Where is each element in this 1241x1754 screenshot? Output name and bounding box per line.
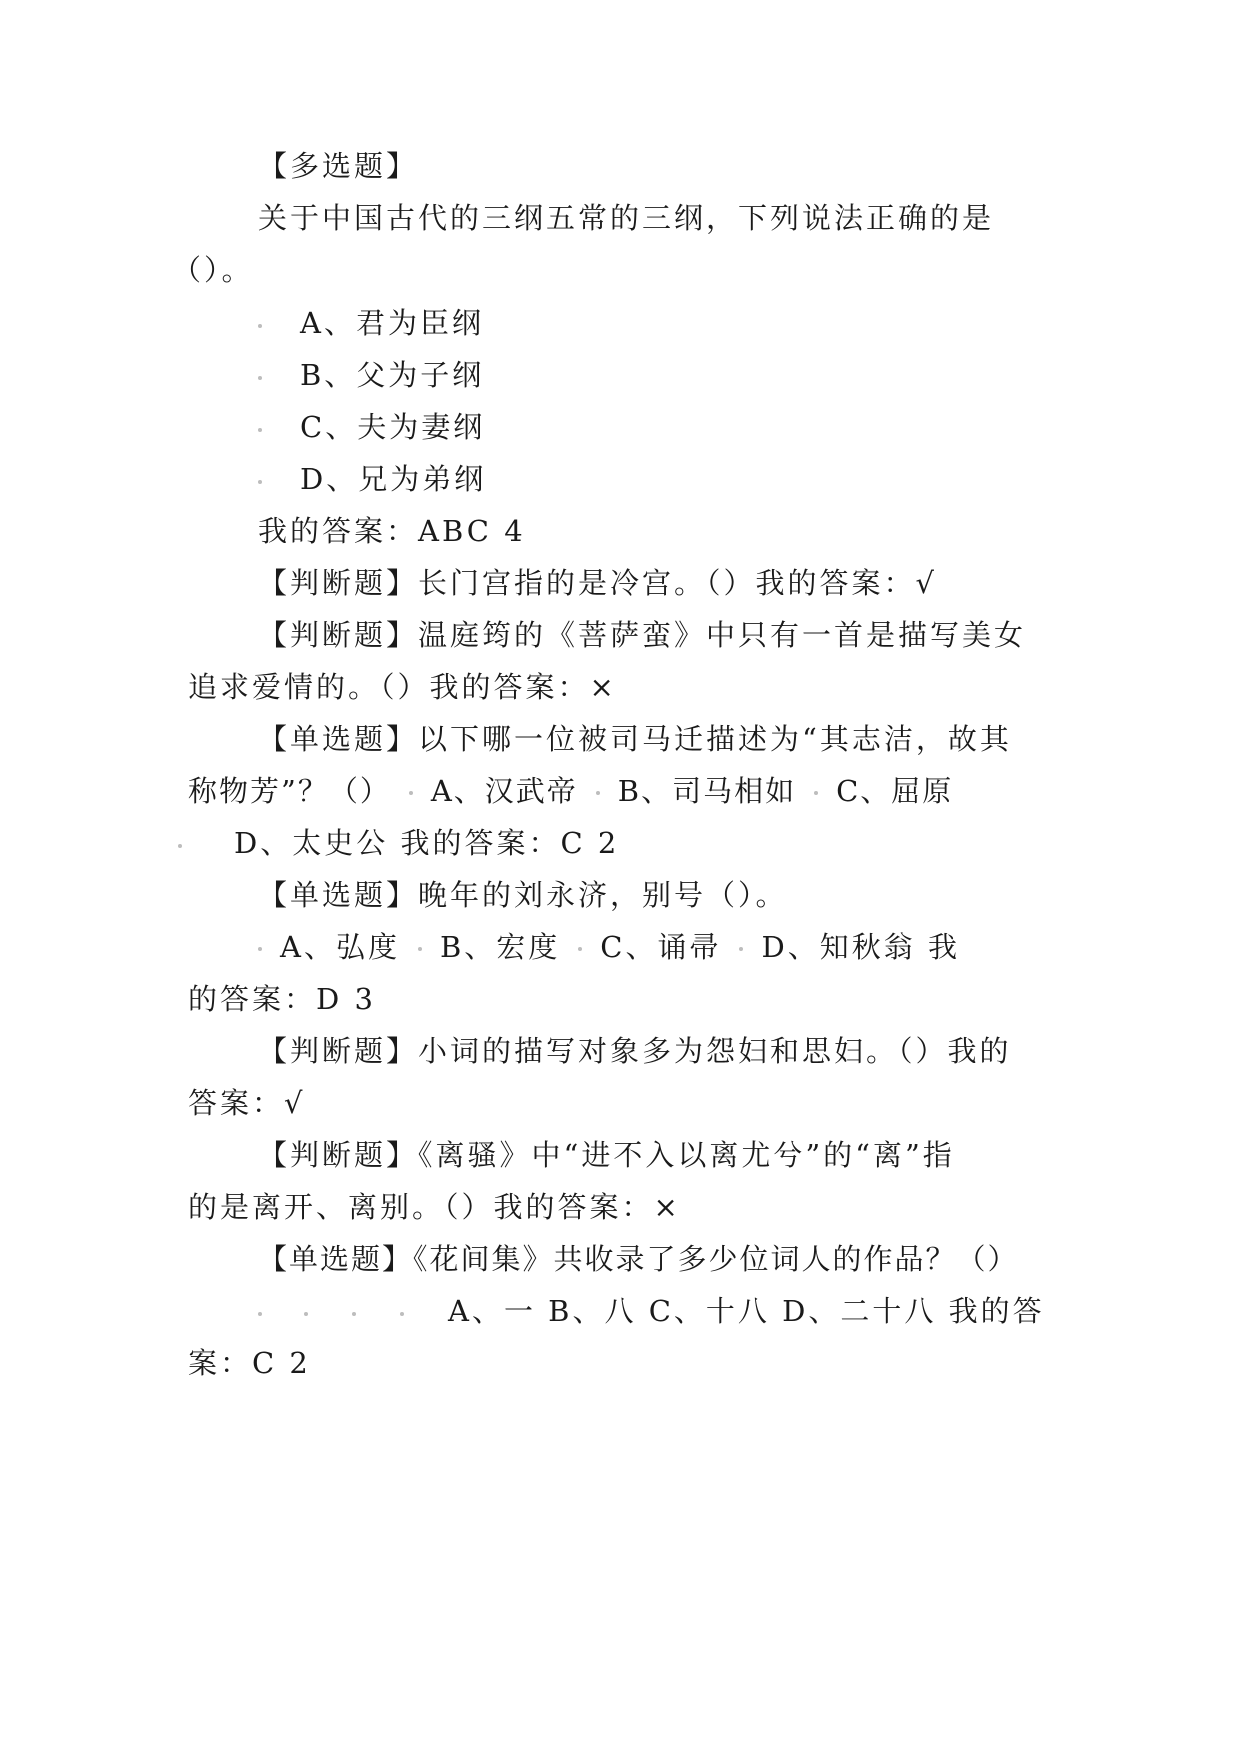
- judgement-question: 【判断题】温庭筠的《菩萨蛮》中只有一首是描写美女: [258, 618, 1027, 652]
- bullet-dot: [578, 947, 582, 951]
- judgement-question: 【判断题】《离骚》中“进不入以离尤兮”的“离”指: [258, 1138, 955, 1172]
- question-stem-continued: （）。: [172, 253, 254, 287]
- judgement-question: 【判断题】小词的描写对象多为怨妇和思妇。（）我的: [258, 1034, 1012, 1068]
- single-choice-question-continued: [188, 773, 1058, 809]
- option-b: B、宏度: [439, 930, 561, 964]
- option-b: B、父为子纲: [300, 358, 485, 392]
- judgement-question: 【判断题】长门宫指的是冷宫。（）我的答案：√: [258, 566, 937, 600]
- question-stem: 关于中国古代的三纲五常的三纲，下列说法正确的是: [258, 201, 995, 235]
- option-c: C、屈原: [836, 774, 954, 808]
- bullet-dot: [304, 1312, 308, 1316]
- bullet-dot: [258, 947, 262, 951]
- my-answer: 答案：√: [188, 1086, 306, 1120]
- option-a: A、弘度: [280, 930, 400, 964]
- option-c: C、诵帚: [600, 930, 722, 964]
- option-d: D、知秋翁 我: [761, 930, 960, 964]
- judgement-question-continued: 追求爱情的。（）我的答案：×: [188, 670, 617, 704]
- bullet-dot: [739, 947, 743, 951]
- single-choice-question: 【单选题】以下哪一位被司马迁描述为“其志洁，故其: [258, 722, 1012, 756]
- option-a: A、君为臣纲: [300, 306, 484, 340]
- bullet-dot: [258, 428, 262, 432]
- bullet-dot: [352, 1312, 356, 1316]
- bullet-dot: [400, 1312, 404, 1316]
- option-a: A、汉武帝: [430, 774, 578, 808]
- judgement-question-continued: 的是离开、离别。（）我的答案：×: [188, 1190, 681, 1224]
- question-stem-tail: 称物芳”？（）: [188, 774, 391, 808]
- my-answer: 案：C 2: [188, 1346, 311, 1380]
- bullet-dot: [409, 791, 413, 795]
- my-answer: 我的答案：ABC 4: [258, 514, 526, 548]
- bullet-dot: [258, 1312, 262, 1316]
- bullet-dot: [814, 791, 818, 795]
- bullet-dot: [418, 947, 422, 951]
- bullet-dot: [596, 791, 600, 795]
- question-type-label: 【多选题】: [258, 149, 419, 183]
- single-choice-question: 【单选题】晚年的刘永济，别号（）。: [258, 878, 788, 912]
- bullet-dot: [258, 376, 262, 380]
- bullet-dot: [178, 844, 182, 848]
- my-answer: 的答案：D 3: [188, 982, 376, 1016]
- single-choice-question: 【单选题】《花间集》共收录了多少位词人的作品？（）: [258, 1242, 1019, 1276]
- bullet-dot: [258, 480, 262, 484]
- option-c: C、夫为妻纲: [300, 410, 486, 444]
- options-row: [258, 929, 1128, 965]
- options-row: A、一 B、八 C、十八 D、二十八 我的答: [448, 1294, 1045, 1328]
- option-d-with-answer: D、太史公 我的答案：C 2: [234, 826, 620, 860]
- option-d: D、兄为弟纲: [300, 462, 487, 496]
- option-b: B、司马相如: [617, 774, 797, 808]
- bullet-dot: [258, 324, 262, 328]
